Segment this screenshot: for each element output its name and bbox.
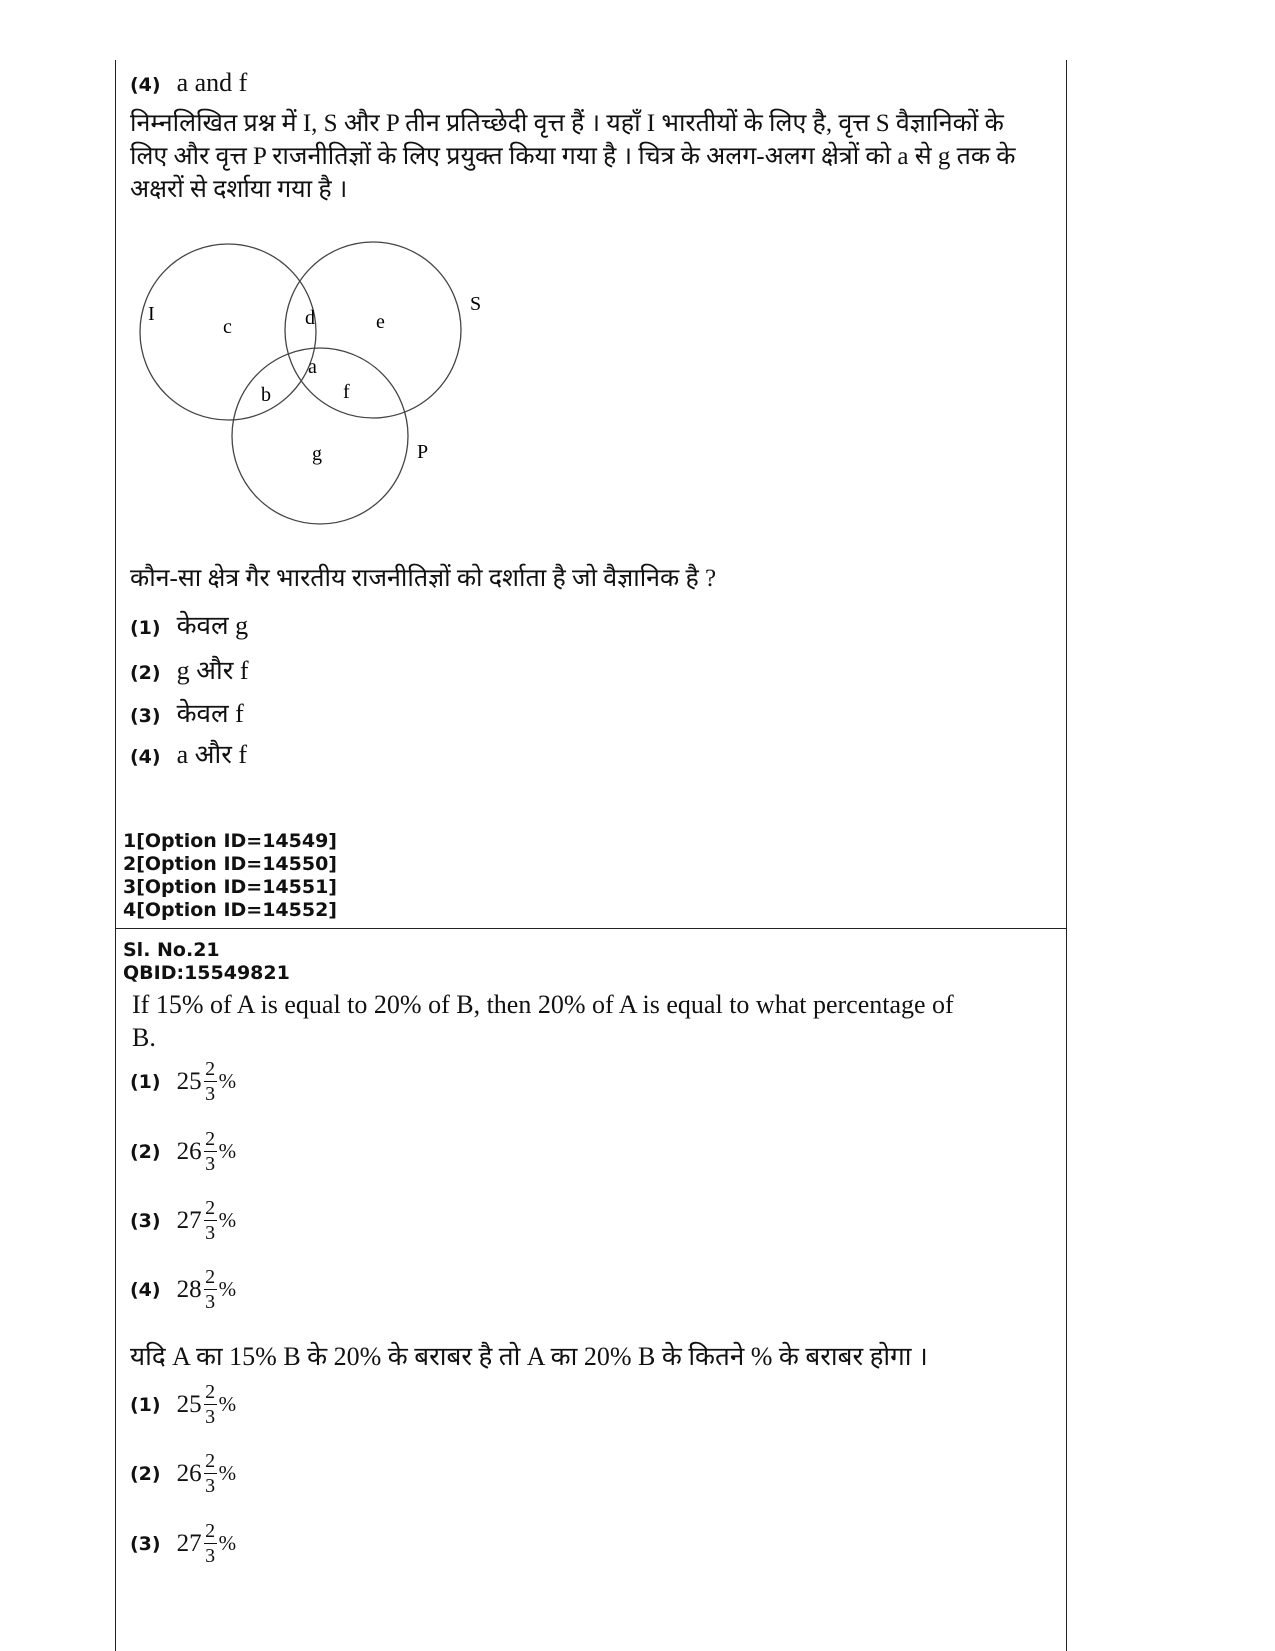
- hindi-option-21-2: [130, 1450, 236, 1497]
- english-option-3: [130, 1197, 236, 1244]
- option-number: (3): [130, 1209, 161, 1232]
- mixed-fraction: [177, 1128, 237, 1175]
- question-line: If 15% of A is equal to 20% of B, then 20% of A is equal to what percentage of: [132, 990, 954, 1019]
- english-question: [132, 988, 954, 1054]
- option-number: (1): [130, 1393, 161, 1416]
- fraction-bar: [204, 1220, 217, 1221]
- english-option-2: [130, 1128, 236, 1175]
- unit: %: [218, 1208, 237, 1232]
- question-divider: [115, 928, 1067, 929]
- unit: %: [218, 1392, 237, 1416]
- option-number: (2): [130, 1462, 161, 1485]
- region-label-c: c: [223, 316, 232, 338]
- paragraph-line: निम्नलिखित प्रश्न में I, S और P तीन प्रतिच्छेदी वृत्त हैं । यहाँ I भारतीयों के लिए है, वृत्त S वैज्ञानिकों के: [130, 110, 1004, 137]
- option-number: (1): [130, 1070, 161, 1093]
- hindi-option-3: [130, 694, 244, 730]
- option-id: 2[Option ID=14550]: [123, 853, 337, 875]
- fraction: [204, 1058, 217, 1105]
- page-border-left: [115, 60, 116, 1651]
- mixed-fraction: [177, 1520, 237, 1567]
- region-label-f: f: [343, 381, 350, 403]
- page-border-right: [1066, 60, 1067, 1651]
- unit: %: [218, 1531, 237, 1555]
- fraction: [204, 1450, 217, 1497]
- serial-number: Sl. No.21: [123, 939, 220, 961]
- option-number: (3): [130, 705, 161, 727]
- whole: 27: [176, 1529, 202, 1557]
- hindi-paragraph: [130, 107, 1016, 206]
- whole: 26: [176, 1459, 202, 1487]
- paragraph-line: अक्षरों से दर्शाया गया है ।: [130, 176, 348, 203]
- hindi-option-21-1: [130, 1381, 236, 1428]
- option-text: a और f: [176, 740, 248, 769]
- denominator: 3: [205, 1222, 216, 1244]
- denominator: 3: [205, 1291, 216, 1313]
- region-label-b: b: [261, 384, 271, 406]
- option-number: (2): [130, 662, 161, 684]
- numerator: 2: [205, 1520, 216, 1542]
- mixed-fraction: [177, 1450, 237, 1497]
- denominator: 3: [205, 1406, 216, 1428]
- region-label-e: e: [376, 311, 385, 333]
- fraction: [204, 1381, 217, 1428]
- hindi-option-2: [130, 651, 248, 687]
- region-label-a: a: [308, 356, 317, 378]
- fraction-bar: [204, 1151, 217, 1152]
- question-line: B.: [132, 1023, 156, 1052]
- unit: %: [218, 1069, 237, 1093]
- fraction: [204, 1197, 217, 1244]
- whole: 26: [176, 1137, 202, 1165]
- whole: 25: [176, 1390, 202, 1418]
- circle-label-p: P: [417, 441, 429, 463]
- hindi-option-1: [130, 606, 248, 642]
- denominator: 3: [205, 1083, 216, 1105]
- circle-label-i: I: [148, 303, 155, 325]
- fraction: [204, 1520, 217, 1567]
- denominator: 3: [205, 1545, 216, 1567]
- whole: 27: [176, 1206, 202, 1234]
- mixed-fraction: [177, 1058, 237, 1105]
- mixed-fraction: [177, 1381, 237, 1428]
- denominator: 3: [205, 1153, 216, 1175]
- region-label-g: g: [312, 443, 322, 465]
- mixed-fraction: [177, 1266, 237, 1313]
- numerator: 2: [205, 1381, 216, 1403]
- option-number: (3): [130, 1532, 161, 1555]
- unit: %: [218, 1461, 237, 1485]
- numerator: 2: [205, 1197, 216, 1219]
- fraction: [204, 1128, 217, 1175]
- mixed-fraction: [177, 1197, 237, 1244]
- venn-diagram: [130, 240, 500, 550]
- option-number: (4): [130, 746, 161, 768]
- fraction-bar: [204, 1473, 217, 1474]
- option-id: 4[Option ID=14552]: [123, 899, 337, 921]
- option-number: (1): [130, 617, 161, 639]
- unit: %: [218, 1139, 237, 1163]
- english-option-1: [130, 1058, 236, 1105]
- paragraph-line: लिए और वृत्त P राजनीतिज्ञों के लिए प्रयुक्त किया गया है । चित्र के अलग-अलग क्षेत्रों को a से g तक के: [130, 143, 1016, 170]
- hindi-option-21-3: [130, 1520, 236, 1567]
- option-id: 1[Option ID=14549]: [123, 830, 337, 852]
- hindi-option-4: [130, 735, 247, 771]
- fraction-bar: [204, 1543, 217, 1544]
- option-number: (2): [130, 1140, 161, 1163]
- unit: %: [218, 1277, 237, 1301]
- whole: 28: [176, 1275, 202, 1303]
- option-text: g और f: [176, 656, 249, 685]
- option-id-list: [123, 830, 337, 922]
- option-number: (4): [130, 1278, 161, 1301]
- region-label-d: d: [305, 307, 315, 329]
- qbid: QBID:15549821: [123, 962, 290, 984]
- fraction-bar: [204, 1289, 217, 1290]
- option-text: a and f: [176, 68, 248, 97]
- numerator: 2: [205, 1450, 216, 1472]
- denominator: 3: [205, 1475, 216, 1497]
- circle-label-s: S: [470, 293, 482, 315]
- hindi-question-21: यदि A का 15% B के 20% के बराबर है तो A का 20% B के कितने % के बराबर होगा ।: [130, 1342, 928, 1371]
- option-text: केवल g: [176, 611, 249, 640]
- numerator: 2: [205, 1266, 216, 1288]
- option-id: 3[Option ID=14551]: [123, 876, 337, 898]
- question-header: [123, 939, 290, 985]
- fraction-bar: [204, 1081, 217, 1082]
- prev-option-4: [130, 68, 247, 98]
- numerator: 2: [205, 1128, 216, 1150]
- whole: 25: [176, 1067, 202, 1095]
- circle-p: [232, 348, 408, 524]
- english-option-4: [130, 1266, 236, 1313]
- hindi-question: कौन-सा क्षेत्र गैर भारतीय राजनीतिज्ञों को दर्शाता है जो वैज्ञानिक है ?: [130, 565, 717, 592]
- fraction: [204, 1266, 217, 1313]
- option-number: (4): [130, 74, 161, 96]
- option-text: केवल f: [176, 699, 244, 728]
- circle-s: [285, 242, 461, 418]
- fraction-bar: [204, 1404, 217, 1405]
- numerator: 2: [205, 1058, 216, 1080]
